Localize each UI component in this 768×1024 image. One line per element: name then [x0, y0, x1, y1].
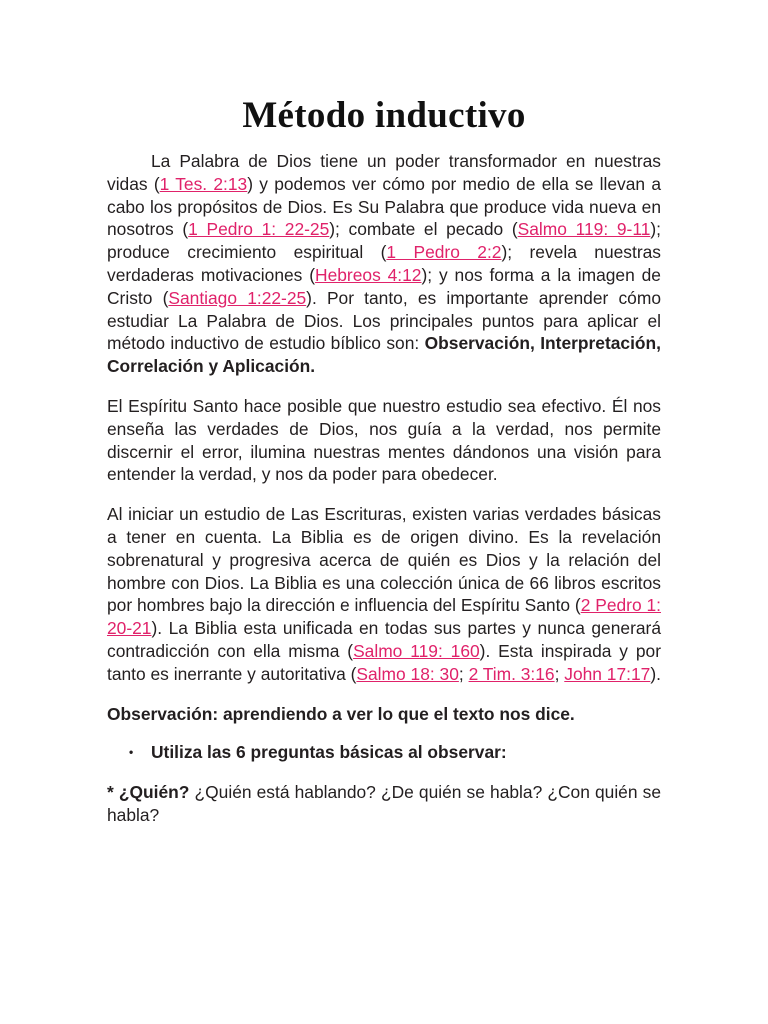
- paragraph-espiritu-santo: El Espíritu Santo hace posible que nuestro estudio sea efectivo. Él nos enseña las verdades de Dios, nos guía a la verdad, nos permite discernir el error, ilumina nuestras mentes dándonos una visión para entender la verdad, y nos da poder para obedecer.: [107, 395, 661, 485]
- scripture-link-salmo-119-9-11[interactable]: Salmo 119: 9-11: [517, 219, 651, 240]
- text-run: ). Por tanto, es importante aprender cómo estudiar La Palabra de Dios. Los principales puntos para aplicar el método inductivo de estudio bíblico son:: [107, 287, 661, 354]
- list-item-label: Utiliza las 6 preguntas básicas al observar:: [151, 742, 507, 763]
- question-label: * ¿Quién?: [107, 782, 190, 803]
- text-run: ); combate el pecado (: [329, 219, 518, 240]
- scripture-link-1-pedro-1-22-25[interactable]: 1 Pedro 1: 22-25: [188, 219, 330, 240]
- scripture-link-1-tes-2-13[interactable]: 1 Tes. 2:13: [159, 173, 248, 194]
- text-run: ).: [650, 663, 661, 684]
- scripture-link-john-17-17[interactable]: John 17:17: [564, 663, 651, 684]
- text-run: ) y podemos ver cómo por medio de ella se llevan a cabo los propósitos de Dios. Es Su Palabra que produce vida nueva en nosotros (: [107, 173, 661, 240]
- text-run: Al iniciar un estudio de Las Escrituras, existen varias verdades básicas a tener en cuenta. La Biblia es de origen divino. Es la revelación sobrenatural y progresiva acerca de quién es Dios y la relación del hombre con Dios. La Biblia es una colección única de 66 libros escritos por hombres bajo la dirección e influencia del Espíritu Santo (: [107, 504, 661, 616]
- list-item: [107, 741, 661, 764]
- text-run: La Palabra de Dios tiene un poder transformador en nuestras vidas (: [107, 151, 661, 194]
- scripture-link-salmo-18-30[interactable]: Salmo 18: 30: [356, 663, 459, 684]
- scripture-link-hebreos-4-12[interactable]: Hebreos 4:12: [315, 264, 422, 285]
- paragraph-intro: [107, 150, 661, 378]
- scripture-link-santiago-1-22-25[interactable]: Santiago 1:22-25: [168, 287, 307, 308]
- scripture-link-2-pedro-1-20-21[interactable]: 2 Pedro 1: 20-21: [107, 595, 661, 639]
- paragraph-escrituras: [107, 503, 661, 685]
- page-title: Método inductivo: [242, 95, 526, 136]
- text-run: ); produce crecimiento espiritual (: [107, 219, 661, 263]
- text-run: ;: [458, 663, 469, 684]
- text-run: ). Esta inspirada y por tanto es inerrante y autoritativa (: [107, 640, 661, 684]
- text-run: ); revela nuestras verdaderas motivaciones (: [107, 242, 661, 285]
- text-run: ;: [554, 663, 565, 684]
- paragraph-quien: [107, 781, 661, 827]
- key-points-bold: Observación, Interpretación, Correlación y Aplicación.: [107, 333, 662, 377]
- document-body: [107, 150, 661, 827]
- bullet-dot-icon: •: [129, 745, 134, 760]
- bullet-list: [107, 741, 661, 764]
- scripture-link-2-tim-3-16[interactable]: 2 Tim. 3:16: [468, 663, 555, 684]
- text-run: ). La Biblia esta unificada en todas sus partes y nunca generará contradicción con ella misma (: [107, 618, 661, 661]
- section-heading-observacion: Observación: aprendiendo a ver lo que el texto nos dice.: [107, 703, 575, 724]
- text-run: ); y nos forma a la imagen de Cristo (: [107, 264, 661, 308]
- question-text: ¿Quién está hablando? ¿De quién se habla? ¿Con quién se habla?: [107, 782, 661, 825]
- scripture-link-salmo-119-160[interactable]: Salmo 119: 160: [353, 640, 480, 661]
- scripture-link-1-pedro-2-2[interactable]: 1 Pedro 2:2: [386, 242, 502, 263]
